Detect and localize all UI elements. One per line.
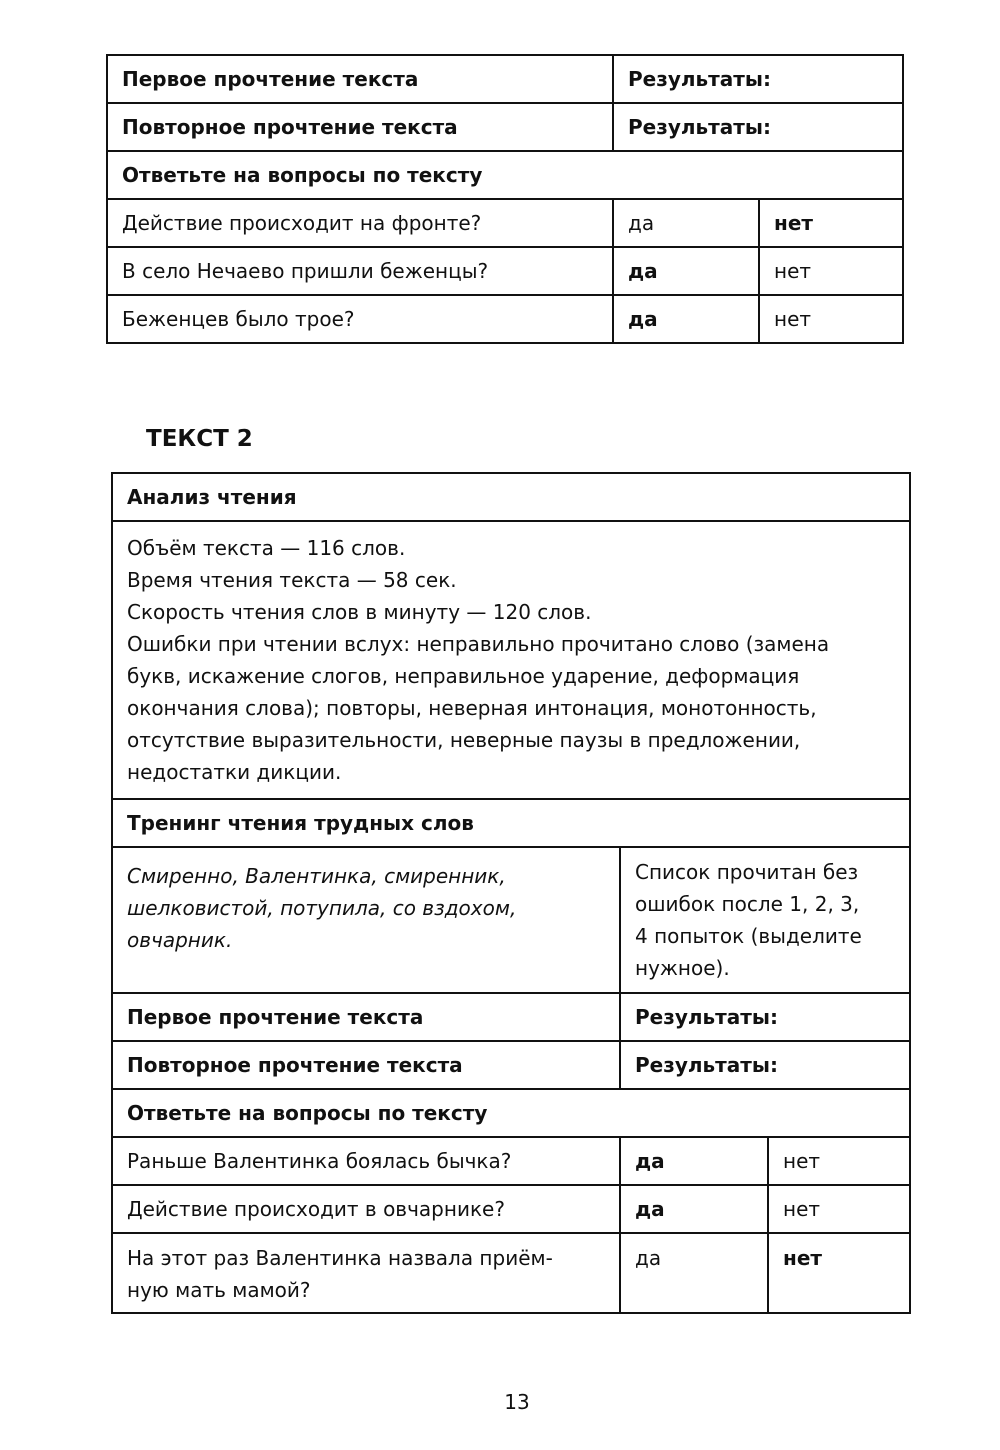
question-line: На этот раз Валентинка назвала приём- xyxy=(127,1246,553,1270)
analysis-line: окончания слова); повторы, неверная интонация, монотонность, xyxy=(127,696,817,720)
answer-no[interactable]: нет xyxy=(759,247,903,295)
training-note-line: 4 попыток (выделите xyxy=(635,924,862,948)
answer-no[interactable]: нет xyxy=(759,199,903,247)
question-text xyxy=(112,1233,620,1313)
analysis-line: Время чтения текста — 58 сек. xyxy=(127,568,457,592)
analysis-line: Объём текста — 116 слов. xyxy=(127,536,406,560)
analysis-line: Скорость чтения слов в минуту — 120 слов. xyxy=(127,600,592,624)
first-reading-results: Результаты: xyxy=(613,55,903,103)
table-row xyxy=(107,199,903,247)
repeat-reading-label: Повторное прочтение текста xyxy=(112,1041,620,1089)
reading-table-1 xyxy=(106,54,904,344)
table-row xyxy=(112,799,910,847)
table-row xyxy=(112,1089,910,1137)
training-word-line: овчарник. xyxy=(127,928,233,952)
repeat-reading-results: Результаты: xyxy=(613,103,903,151)
analysis-header: Анализ чтения xyxy=(112,473,910,521)
table-row xyxy=(107,151,903,199)
table-row xyxy=(112,1137,910,1185)
table-row xyxy=(112,521,910,799)
section-heading: ТЕКСТ 2 xyxy=(146,426,253,452)
answer-no[interactable]: нет xyxy=(768,1185,910,1233)
answer-yes[interactable]: да xyxy=(613,295,759,343)
table-row xyxy=(112,1233,910,1313)
table-row xyxy=(107,247,903,295)
table-row xyxy=(112,473,910,521)
page-number: 13 xyxy=(504,1390,530,1414)
table-row xyxy=(112,1041,910,1089)
question-text: Беженцев было трое? xyxy=(107,295,613,343)
analysis-body xyxy=(112,521,910,799)
answer-yes[interactable]: да xyxy=(620,1137,768,1185)
training-header: Тренинг чтения трудных слов xyxy=(112,799,910,847)
question-line: ную мать мамой? xyxy=(127,1278,311,1302)
questions-header: Ответьте на вопросы по тексту xyxy=(107,151,903,199)
training-note-line: ошибок после 1, 2, 3, xyxy=(635,892,860,916)
table-row xyxy=(112,993,910,1041)
first-reading-label: Первое прочтение текста xyxy=(107,55,613,103)
question-text: Действие происходит в овчарнике? xyxy=(112,1185,620,1233)
answer-no[interactable]: нет xyxy=(768,1233,910,1313)
first-reading-results: Результаты: xyxy=(620,993,910,1041)
reading-table-2 xyxy=(111,472,911,1314)
analysis-line: отсутствие выразительности, неверные паузы в предложении, xyxy=(127,728,801,752)
training-word-line: Смиренно, Валентинка, смиренник, xyxy=(127,864,506,888)
table-row xyxy=(107,295,903,343)
table-row xyxy=(107,55,903,103)
first-reading-label: Первое прочтение текста xyxy=(112,993,620,1041)
question-text: Действие происходит на фронте? xyxy=(107,199,613,247)
training-words xyxy=(112,847,620,993)
answer-no[interactable]: нет xyxy=(759,295,903,343)
training-note-line: нужное). xyxy=(635,956,730,980)
analysis-line: Ошибки при чтении вслух: неправильно прочитано слово (замена xyxy=(127,632,830,656)
answer-yes[interactable]: да xyxy=(620,1185,768,1233)
training-word-line: шелковистой, потупила, со вздохом, xyxy=(127,896,517,920)
answer-yes[interactable]: да xyxy=(613,199,759,247)
repeat-reading-label: Повторное прочтение текста xyxy=(107,103,613,151)
question-text: Раньше Валентинка боялась бычка? xyxy=(112,1137,620,1185)
table-row xyxy=(112,847,910,993)
answer-yes[interactable]: да xyxy=(620,1233,768,1313)
answer-no[interactable]: нет xyxy=(768,1137,910,1185)
questions-header: Ответьте на вопросы по тексту xyxy=(112,1089,910,1137)
training-note-line: Список прочитан без xyxy=(635,860,859,884)
table-row xyxy=(107,103,903,151)
analysis-line: недостатки дикции. xyxy=(127,760,342,784)
analysis-line: букв, искажение слогов, неправильное ударение, деформация xyxy=(127,664,800,688)
table-row xyxy=(112,1185,910,1233)
answer-yes[interactable]: да xyxy=(613,247,759,295)
question-text: В село Нечаево пришли беженцы? xyxy=(107,247,613,295)
training-note xyxy=(620,847,910,993)
repeat-reading-results: Результаты: xyxy=(620,1041,910,1089)
